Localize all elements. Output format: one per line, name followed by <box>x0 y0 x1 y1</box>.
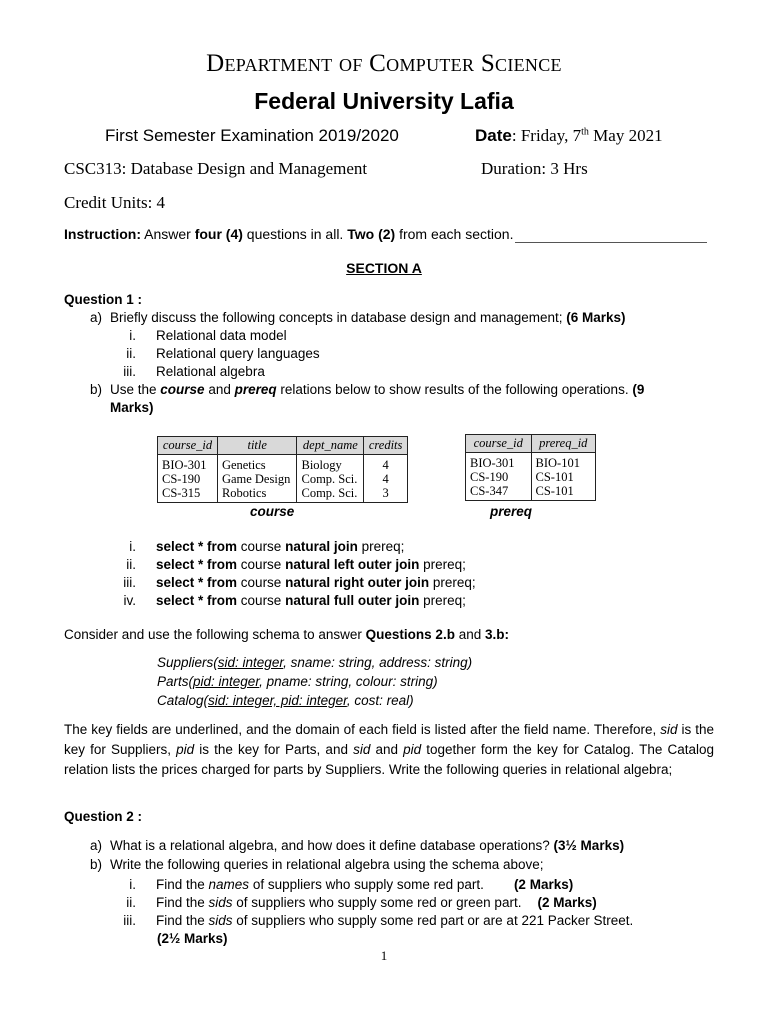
section-a-heading: SECTION A <box>346 260 422 276</box>
table-row: CS-347 CS-101 <box>466 484 596 501</box>
q1-b-op-4: iv. select * from course natural full outer join prereq; <box>123 593 466 608</box>
credit-units: Credit Units: 4 <box>64 193 166 212</box>
q1-part-a: a) Briefly discuss the following concepts in database design and management; (6 Marks) <box>89 310 626 325</box>
page-number: 1 <box>380 948 388 963</box>
q2-b-item-3-marks: (2½ Marks) <box>157 931 228 946</box>
course-table-caption: course <box>250 504 295 519</box>
course-code: CSC313: Database Design and Management <box>64 159 368 178</box>
exam-title: First Semester Examination 2019/2020 <box>105 126 399 145</box>
table-row: CS-190 CS-101 <box>466 470 596 484</box>
q2-b-item-2: ii. Find the sids of suppliers who supply some red or green part. (2 Marks) <box>126 895 597 910</box>
course-col-header: title <box>217 437 297 455</box>
q2-part-b: b) Write the following queries in relational algebra using the schema above; <box>89 857 544 872</box>
prereq-table-caption: prereq <box>490 504 533 519</box>
schema-suppliers: Suppliers(sid: integer, sname: string, address: string) <box>157 655 473 670</box>
course-col-header: dept_name <box>297 437 364 455</box>
table-row: CS-315 Robotics Comp. Sci. 3 <box>158 486 408 503</box>
university-title: Federal University Lafia <box>254 88 514 114</box>
q1-a-item-3: iii. Relational algebra <box>123 364 265 379</box>
department-title: Department of Computer Science <box>206 50 562 77</box>
q1-b-op-3: iii. select * from course natural right outer join prereq; <box>123 575 476 590</box>
schema-catalog: Catalog(sid: integer, pid: integer, cost: real) <box>157 693 414 708</box>
schema-parts: Parts(pid: integer, pname: string, colour: string) <box>157 674 438 689</box>
prereq-col-header: prereq_id <box>531 435 595 453</box>
table-row: CS-190 Game Design Comp. Sci. 4 <box>158 472 408 486</box>
q1-b-op-2: ii. select * from course natural left outer join prereq; <box>126 557 466 572</box>
exam-date: Date: Friday, 7th May 2021 <box>475 126 663 145</box>
q1-a-item-2: ii. Relational query languages <box>126 346 320 361</box>
q1-part-b: b) Use the course and prereq relations below to show results of the following operations. (9 <box>89 382 645 397</box>
q1-a-item-1: i. Relational data model <box>129 328 287 343</box>
prereq-table <box>465 434 596 501</box>
table-row: BIO-301 Genetics Biology 4 <box>158 455 408 473</box>
q2-part-a: a) What is a relational algebra, and how does it define database operations? (3½ Marks) <box>89 838 625 853</box>
course-table <box>157 436 408 503</box>
instruction: Instruction: Answer four (4) questions in all. Two (2) from each section. <box>64 226 514 242</box>
prereq-col-header: course_id <box>466 435 532 453</box>
q2-b-item-1: i. Find the names of suppliers who supply some red part. (2 Marks) <box>129 877 574 892</box>
key-fields-paragraph: The key fields are underlined, and the domain of each field is listed after the field name. Therefore, sid is the key for Suppliers, pid is the key for Parts, and sid and pid together form the key for Catalog. The Catalog relation lists the prices charged for parts by Suppliers. Write the following queries in relational algebra; <box>64 722 714 777</box>
exam-duration: Duration: 3 Hrs <box>481 159 588 178</box>
instruction-rule <box>515 242 707 243</box>
course-col-header: course_id <box>158 437 218 455</box>
question-2-title: Question 2 : <box>64 809 143 824</box>
q1-b-op-1: i. select * from course natural join prereq; <box>129 539 405 554</box>
course-col-header: credits <box>364 437 408 455</box>
question-1-title: Question 1 : <box>64 292 143 307</box>
q2-b-item-3: iii. Find the sids of suppliers who supply some red part or are at 221 Packer Street. <box>123 913 634 928</box>
schema-intro: Consider and use the following schema to answer Questions 2.b and 3.b: <box>64 627 509 642</box>
q1-b-marks: Marks) <box>110 400 154 415</box>
table-row: BIO-301 BIO-101 <box>466 453 596 471</box>
